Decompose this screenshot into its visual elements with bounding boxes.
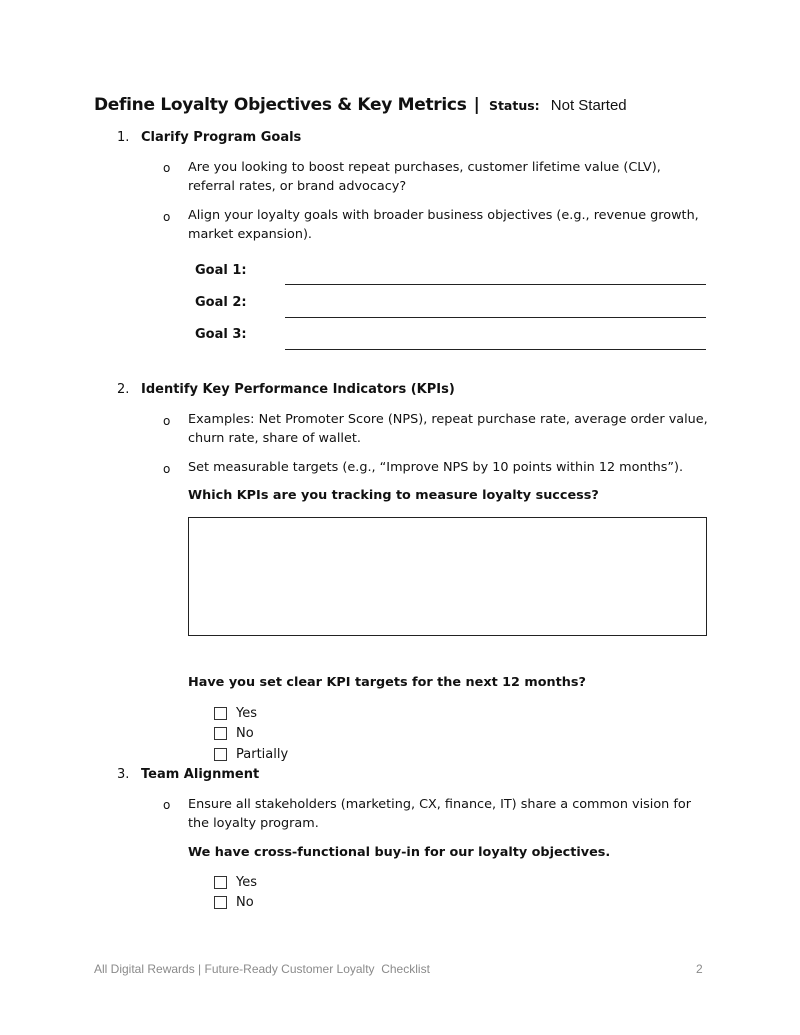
goal-1-field[interactable] (285, 284, 706, 285)
section-number: 1. (117, 130, 130, 145)
page-number: 2 (696, 962, 703, 976)
goal-3-field[interactable] (285, 349, 706, 350)
checkbox-label: No (236, 726, 254, 741)
bullet-text: Ensure all stakeholders (marketing, CX, finance, IT) share a common vision for the loyalty program. (188, 797, 691, 831)
checkbox[interactable] (214, 748, 227, 761)
section-header (94, 95, 627, 115)
bullet-marker: o (163, 210, 171, 224)
kpi-targets-question: Have you set clear KPI targets for the next 12 months? (188, 675, 586, 690)
page-title: Define Loyalty Objectives & Key Metrics (94, 95, 467, 115)
section-number: 3. (117, 767, 130, 782)
bullet-text: Examples: Net Promoter Score (NPS), repeat purchase rate, average order value, churn rate, share of wallet. (188, 412, 708, 446)
checkbox-option-yes[interactable] (214, 706, 257, 721)
checkbox-option-no[interactable] (214, 895, 254, 910)
checkbox[interactable] (214, 876, 227, 889)
checkbox[interactable] (214, 707, 227, 720)
bullet-text: Are you looking to boost repeat purchases, customer lifetime value (CLV), referral rates, or brand advocacy? (188, 160, 661, 194)
kpi-question: Which KPIs are you tracking to measure loyalty success? (188, 488, 599, 503)
checkbox-label: No (236, 895, 254, 910)
checkbox-label: Partially (236, 747, 289, 762)
bullet-marker: o (163, 414, 171, 428)
section-title-program-goals: Clarify Program Goals (141, 130, 302, 145)
bullet-marker: o (163, 161, 171, 175)
checkbox[interactable] (214, 727, 227, 740)
bullet-text: Align your loyalty goals with broader business objectives (e.g., revenue growth, market expansion). (188, 208, 699, 242)
section-number: 2. (117, 382, 130, 397)
checkbox-label: Yes (236, 875, 257, 890)
goal-2-field[interactable] (285, 317, 706, 318)
checkbox-option-no[interactable] (214, 726, 254, 741)
goal-1-label: Goal 1: (195, 263, 247, 278)
bullet-marker: o (163, 462, 171, 476)
checkbox-option-yes[interactable] (214, 875, 257, 890)
checkbox-label: Yes (236, 706, 257, 721)
bullet-text: Set measurable targets (e.g., “Improve NPS by 10 points within 12 months”). (188, 460, 684, 475)
goal-3-label: Goal 3: (195, 327, 247, 342)
kpi-answer-textbox[interactable] (188, 517, 707, 636)
footer-text: All Digital Rewards | Future-Ready Customer Loyalty Checklist (94, 962, 430, 976)
section-title-kpis: Identify Key Performance Indicators (KPIs) (141, 382, 455, 397)
section-title-team-alignment: Team Alignment (141, 767, 260, 782)
goal-2-label: Goal 2: (195, 295, 247, 310)
buy-in-question: We have cross-functional buy-in for our loyalty objectives. (188, 845, 611, 860)
checkbox-option-partially[interactable] (214, 747, 288, 762)
checkbox[interactable] (214, 896, 227, 909)
status-value[interactable]: Not Started (550, 97, 627, 114)
title-separator: | (473, 95, 480, 115)
status-label: Status: (488, 98, 540, 113)
bullet-marker: o (163, 798, 171, 812)
